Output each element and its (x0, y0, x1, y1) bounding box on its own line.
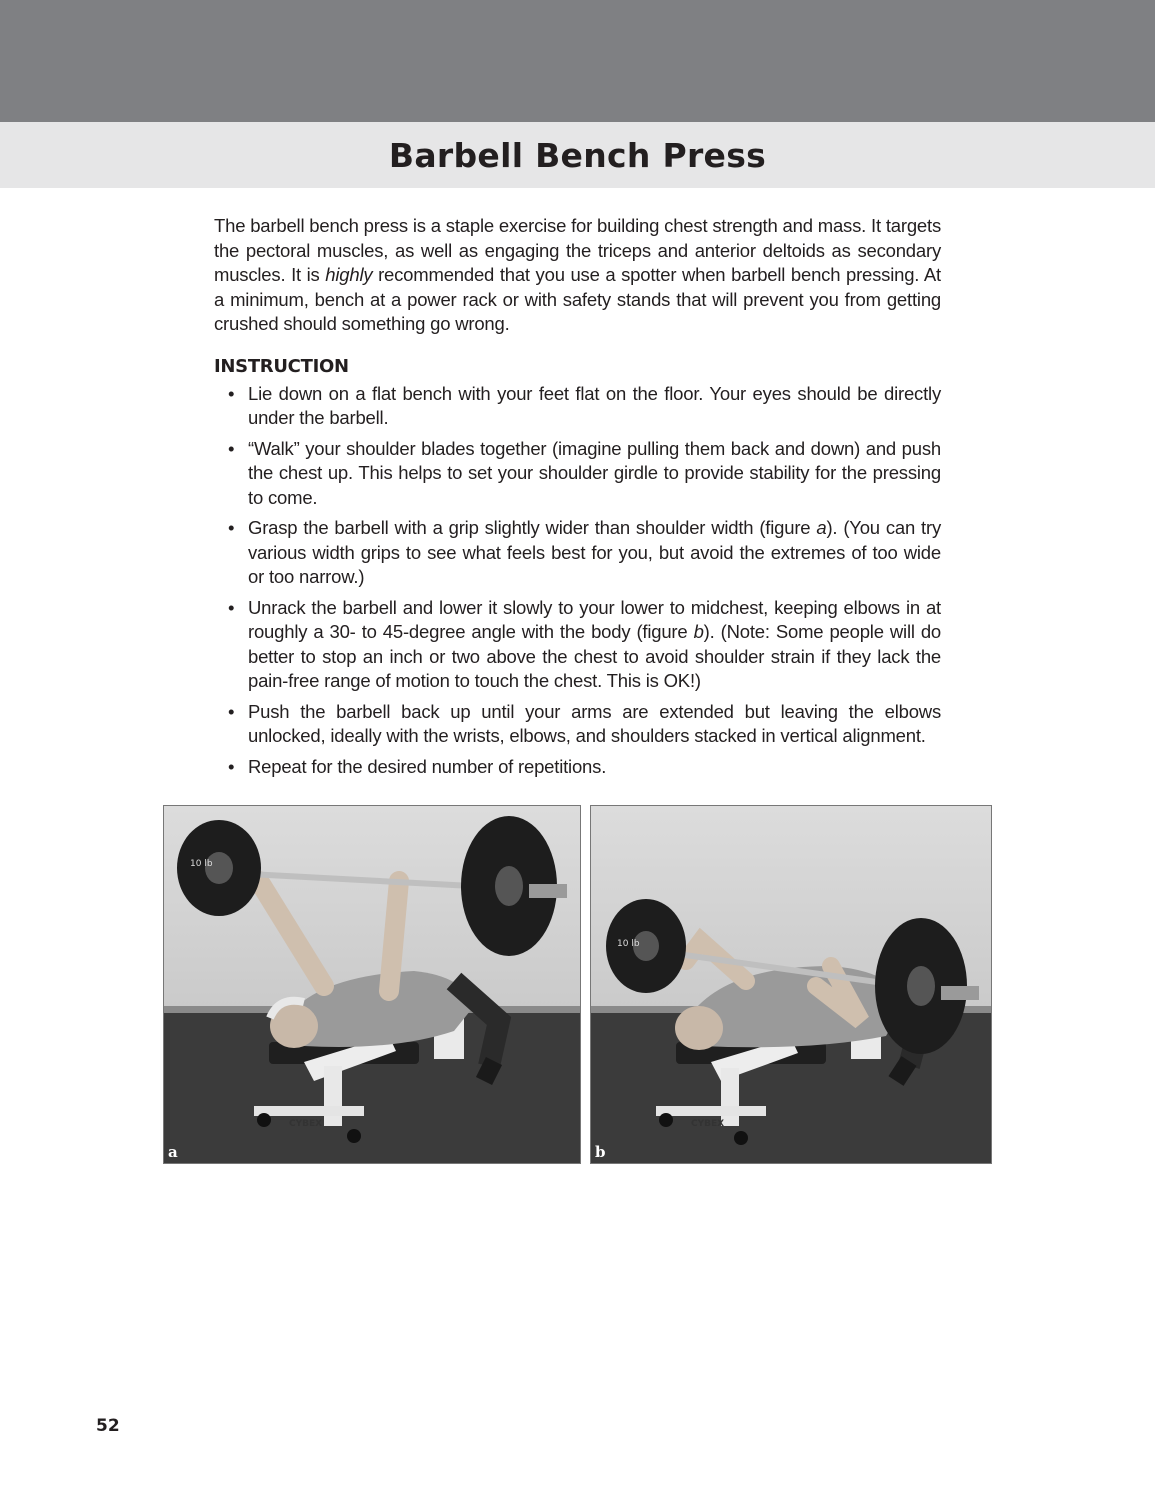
figure-ref: b (693, 621, 704, 642)
step-text: Unrack the barbell and lower it slowly to your lower to midchest, keeping elbows in at roughly a 30- to 45-degree angle with the body (figure (248, 596, 941, 642)
figure-label-a: a (168, 1143, 178, 1161)
step-text: ). (You can try various width grips to see what feels best for you, but avoid the extremes of too wide or too narrow.) (248, 517, 941, 587)
step-text: ). (Note: Some people will do better to stop an inch or two above the chest to avoid shoulder strain if they lack the pain-free range of motion to touch the chest. This is OK!) (248, 621, 942, 691)
bullet-icon: • (228, 517, 235, 538)
list-item (214, 700, 941, 749)
instruction-heading: INSTRUCTION (214, 355, 349, 377)
figure-a-photo (163, 805, 581, 1164)
bench-press-illustration-a (164, 806, 580, 1163)
list-item (214, 437, 941, 511)
bench-brand: CYBEX (691, 1119, 725, 1129)
figure-b-photo (590, 805, 992, 1164)
intro-text-2: recommended that you use a spotter when barbell bench pressing. At a minimum, bench at a power rack or with safety stands that will prevent you from getting crushed should something go wrong. (214, 264, 941, 334)
main-content (214, 214, 941, 785)
plate-label: 10 lb (190, 859, 213, 869)
list-item (214, 382, 941, 431)
step-text: Push the barbell back up until your arms are extended but leaving the elbows unlocked, ideally with the wrists, elbows, and shoulders stacked in vertical alignment. (248, 700, 941, 746)
bullet-icon: • (228, 437, 235, 459)
bullet-icon: • (228, 755, 235, 777)
figure-label-b: b (595, 1143, 606, 1161)
bullet-icon: • (228, 596, 235, 618)
step-text: Lie down on a flat bench with your feet flat on the floor. Your eyes should be directly under the barbell. (248, 382, 941, 428)
bench-press-illustration-b (591, 806, 991, 1163)
figure-ref: a (816, 517, 827, 538)
bench-brand: CYBEX (289, 1119, 323, 1129)
step-text: Grasp the barbell with a grip slightly wider than shoulder width (figure (248, 517, 817, 538)
intro-emphasis: highly (325, 264, 373, 285)
intro-text-1: The barbell bench press is a staple exercise for building chest strength and mass. It targets the pectoral muscles, as well as engaging the triceps and anterior deltoids as secondary muscles. It is (214, 215, 941, 285)
header-band (0, 0, 1155, 122)
bullet-icon: • (228, 382, 235, 404)
list-item (214, 755, 941, 780)
title-band (0, 122, 1155, 188)
step-text: “Walk” your shoulder blades together (imagine pulling them back and down) and push the chest up. This helps to set your shoulder girdle to provide stability for the pressing to come. (248, 437, 941, 508)
step-text: Repeat for the desired number of repetitions. (248, 755, 607, 777)
instruction-list (214, 382, 941, 780)
list-item (214, 596, 941, 694)
page-number: 52 (96, 1416, 120, 1436)
list-item (214, 516, 941, 590)
bullet-icon: • (228, 700, 235, 722)
plate-label: 10 lb (617, 939, 640, 949)
intro-paragraph (214, 214, 941, 337)
page-title: Barbell Bench Press (388, 135, 767, 175)
